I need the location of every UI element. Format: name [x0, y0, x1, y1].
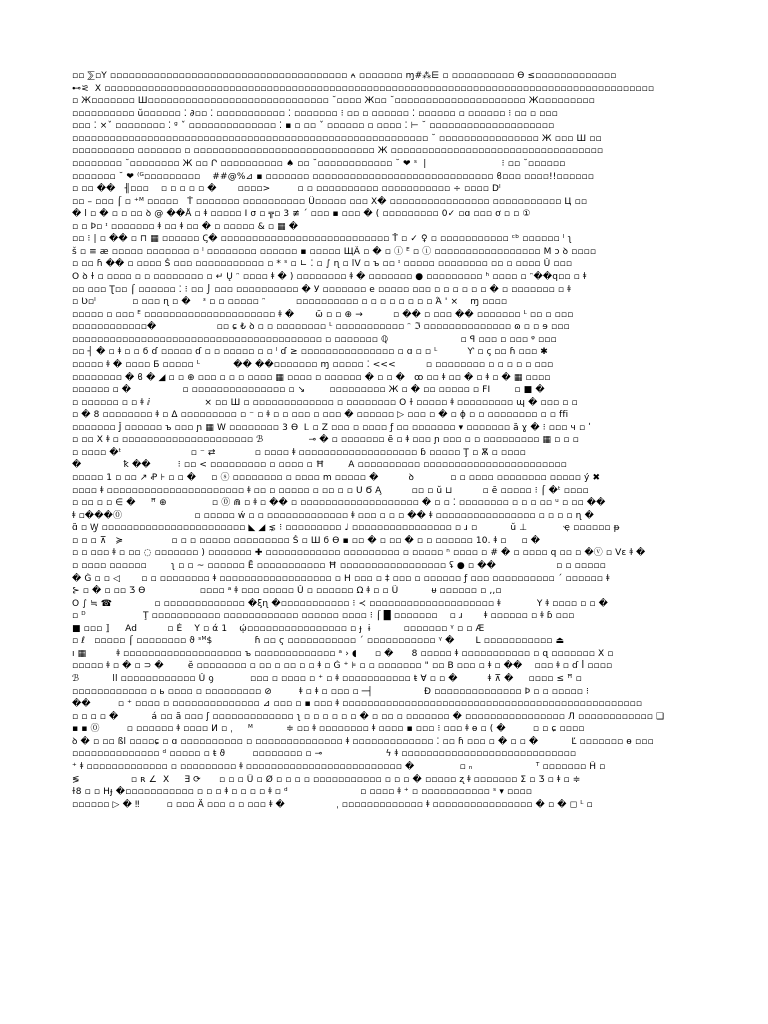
text-line: ▫ ▫▫ �� ╢▫▫▫ ▫ ▫ ▫ ▫ ▫ � ▫▫▫▫> ▫ ▫ ▫▫▫▫▫▫▫▫▫▫ ▫▫▫▫▫▫▫▫▫▫▫ ÷ ▫▫▫▫ Dᴵ — [72, 184, 501, 195]
text-line: ▫▫▫▫▫▫▫▫▫▫▫▫▫▫ ᵈ ▫▫▫▫▫ ▫ ŧ ϑ ▫▫▫▫▫▫▫▫ ▫ ⊸ ϟ ꬸ ▫▫▫▫▫▫▫▫▫▫▫▫▫▫▫▫▫▫▫▫▫▫▫▫▫▫▫▫ — [72, 749, 577, 760]
text-line: ꝺ � ▫ ▫▫ ßl ▫▫▫▫ɕ ▫ ɑ ▫▫▫▫▫▫▫▫▫▫ ▫ ▫▫▫▫▫▫▫▫▫▫▫▫▫▫ ꬸ ▫▫▫▫▫▫▫▫▫▫▫▫▫ ⁚ ▫▫ ɦ ▫▫▫ ▫ � ▫ ▫ � Ľ ▫▫▫▫▫▫▫ ɵ ▫▫▫ — [72, 736, 654, 747]
text-line: ≶ ▫ ʀ ∠ X ∃ ⟳ ▫ ▫ ▫ Ü ▫ Ø ▫ ▫ ▫ ▫ ▫▫▫▫▫▫▫▫▫▫▫ ▫ ▫ ▫ � ▫▫▫▫▫ ʐ ꬸ ▫▫▫▫▫▫▫ Σ ▫ Ʒ ▫ ꬸ ▫ ≑ — [72, 774, 581, 785]
text-line: ꬸ ▫���⓪ ▫ ▫▫▫▫▫ ẃ ▫ ▫ ▫▫▫▫▫▫▫▫▫▫▫▫▫ ꬸ ▫▫▫ ▫ ▫ ▫ �� ꬸ ▫▫▫▫▫▫▫▫▫▫▫▫▫▫▫▫ ▫ ▫ ▫ ▫ ɳ � — [72, 510, 594, 521]
text-line: ▫▫▫▫▫▫▫▫▫▫▫▫▫▫▫▫▫▫▫▫▫▫▫▫▫▫▫▫▫▫▫▫▫▫▫▫▫▫▫▫ ▫ ▫▫▫▫▫▫▫ ℚ ▫ ꟼ ▫▫▫ ▫ ▫▫▫ ᵠ ▫▫▫ — [72, 334, 557, 345]
text-line: ı ▦ ꬸ ▫▫▫▫▫▫▫▫▫▫▫▫▫▫▫▫▫▫▫ ъ ▫▫▫▫▫▫▫▫▫▫▫▫▫ ᵃ › ◖ ▫ � 8 ▫▫▫▫▫ ꬸ ▫▫▫▫▫▫▫▫▫▫▫ ▫ ɋ ▫▫▫▫▫▫▫ X ▫ — [72, 648, 614, 659]
text-line: � Ǵ ▫ ▫ ◁ ▫ ▫ ▫▫▫▫▫▫▫▫ ꬸ ▫▫▫▫▫▫▫▫▫▫▫▫▫▫▫▫▫▫ ▫ H ▫▫▫ ▫ ‡ ▫▫▫ ▫ ▫▫▫▫▫▫ ƒ ▫▫▫ ▫▫▫▫▫▫▫▫▫▫ ˊ ▫▫▫▫▫▫ ꬸ — [72, 573, 610, 584]
text-line: ɫ8 ▫ ▫ Hɟ �▫▫▫▫▫▫▫▫▫▫▫ ▫ ▫ ▫ ꬸ ▫ ▫ ▫ ▫ ꬸ ▫ ᵈ ▫ ▫▫▫▫ ꬸ ⁺ ▫ ▫▫▫▫▫▫▫▫▫▫▫ ˢ ▾ ▫▫▫▫ — [72, 787, 533, 798]
text-line: ▫▫ ⁝ | ▫ �� ▫ ⊓ ▦ ▫▫▫▫▫▫ Ꞔ� ▫▫▫▫▫▫▫▫▫▫▫▫▫▫▫▫▫▫▫▫▫▫▫▫▫▫▫ Ť ▫ ✓ ♀ ▫ ▫▫▫▫▫▫▫▫▫▫▫ ᶜᵇ ▫▫▫▫▫▫ ᴵ ʅ — [72, 234, 572, 245]
text-line: � l ▫ � ▫ ▫ ▫▫ ꝺ @ ��Å ▫ ꬸ ▫▫▫▫▫ I σ ▫ ╦▫ 3 ≢ ˊ ▫▫▫ ▪ ▫▫▫ � ( ▫▫▫▫▫▫▫▫▫ 0✓ ▫ɑ ▫▫▫ ơ ▫ ▫ ① — [72, 209, 531, 220]
text-line: ▫▫▫▫▫ ꬸ � ▫▫▫▫ Ƃ ▫▫▫▫▫ ᴸ �� ��▫▫▫▫▫▫▫ ɱ ▫▫▫▫▫ ⁚ <<< ▫ ▫▫▫▫▫▫▫▫ ▫ ▫ ▫ ▫ ▫ ▫▫▫ — [72, 359, 554, 370]
text-line: ▫▫▫▫▫▫▫▫▫▫▫▫▫▫▫▫▫▫▫▫▫▫▫▫▫▫▫▫▫▫▫▫▫▫▫▫▫▫▫▫▫▫▫▫▫▫▫▫▫▫▫▫▫▫▫▫▫ ˘ ▫▫▫▫▫▫▫▫▫▫▫▫▫▫▫▫ Ж ▫▫▫ Ш ▫▫ — [72, 133, 602, 144]
text-line: ▫▫ ⅀▫Y ▫▫▫▫▫▫▫▫▫▫▫▫▫▫▫▫▫▫▫▫▫▫▫▫▫▫▫▫▫▫▫▫▫▫▫▫▫▫ ⍲ ▫▫▫▫▫▫▫ ɱ#⁂⋿ ▫ ▫▫▫▫▫▫▫▫▫▫ ϴ ≤▫▫▫▫▫▫▫▫▫▫▫▫▫ — [72, 71, 617, 81]
text-line: ▫ ▫ ▫▫▫ ꬸ ▫ ▫▫ ◌ ▫▫▫▫▫▫▫ ) ▫▫▫▫▫▫▫ ✚ ▫▫▫▫▫▫▫▫▫▫▫▫ ▫▫▫▫▫▫▫▫▫ ▫ ▫▫▫▫▫ ⁿ ▫▫▫▫ ▫ # � ▫ ▫▫▫▫ q ▫▫ ▫ �ⓥ ▫ Vε ꬸ � — [72, 548, 646, 559]
text-line: ⊷⪝ X ▫▫▫▫▫▫▫▫▫▫▫▫▫▫▫▫▫▫▫▫▫▫▫▫▫▫▫▫▫▫▫▫▫▫▫▫▫▫▫▫▫▫▫▫▫▫▫▫▫▫▫▫▫▫▫▫▫▫▫▫▫▫▫▫▫▫▫▫▫▫▫▫▫▫▫▫▫▫▫▫▫▫▫▫▫▫▫▫ — [72, 83, 655, 94]
text-line: ▫▫ ┤ � ▫ ꬸ ▫ ▫ ϭ ɗ ▫▫▫▫▫ ɗ ▫ ▫ ▫▫▫▫▫ ▫ ▫ ˡ ɗ ≥ ▫▫▫▫▫▫▫▫▫▫▫▫▫▫▫ ▫ ɑ ▫ ▫ ᴸ Ƴ ▫ ꞔ ▫▫ ɦ ▫▫▫ ✱ — [72, 347, 548, 358]
text-line: ▫▫▫▫▫▫▫▫▫▫ ŭ▫▫▫▫▫▫ ⁚ ∂▫▫ ⁚ ▫▫▫▫▫▫▫▫▫▫▫ ⁚ ▫▫▫▫▫▫▫ ⁝ ▫▫ ▫ ▫▫▫▫▫▫ ⁚ ▫▫▫▫▫▫ ▫ ▫▫▫▫▫▫ ⁝ ▫▫ ▫ ▫▫▫ — [72, 108, 558, 119]
text-line: �� ▫ ⁺ ▫▫▫▫ ▫ ▫▫▫▫▫▫▫▫▫▫▫▫▫▫ ⊿ ▫▫▫ ▫ ▪ ▫▫▫ ꬸ ▫▫▫▫▫▫▫▫▫▫▫▫▫▫▫▫▫▫▫▫▫▫▫▫▫▫▫▫▫▫▫▫▫▫▫▫▫▫▫▫▫▫▫▫▫▫▫▫ — [72, 699, 643, 710]
text-line: ▫ ▫ ▫ ▫ � á ▫▫ ã ▫▫▫ ʃ ▫▫▫▫▫▫▫▫▫▫▫▫▫ ʅ ▫ ▫ ▫ ▫ ▫ ▫ � ▫ ▫▫ ▫ ▫▫▫▫▫▫▫ � ▫▫▫▫▫▫▫▫▫▫▫▫▫▫▫▫ Л ▫▫▫▫▫▫▫▫▫▫▫▫ ❑ — [72, 711, 665, 722]
text-line: ▫ ▫▫▫▫ ▫▫▫▫▫▫ ʅ ▫ ▫ ~ ▫▫▫▫▫▫ Ē ▫▫▫▫▫▫▫▫▫▫▫ Ħ ▫▫▫▫▫▫▫▫▫▫▫▫▫▫▫▫▫ ʢ ● ▫ �� ▫ ▫ ▫▫▫▫▫ — [72, 560, 606, 571]
text-line: ɑ̃ ▫ Ꝡ ▫▫▫▫▫▫▫▫▫▫▫▫▫▫▫▫▫▫▫▫▫▫▫ ◣ ◢ ⋦ ⁝ ▫▫▫▫▫▫▫▫▫ ♩ ▫▫▫▫▫▫▫▫▫▫▫▫▫▫▫▫ ▫ ɹ ▫ ŭ ⊥ ҿ ▫▫▫▫▫▫ ᵽ — [72, 523, 620, 534]
text-line: ▫▫▫▫▫ ▫ ▫▫▫ ᴱ ▫▫▫▫▫▫▫▫▫▫▫▫▫▫▫▫▫▫▫▫▫ ꬸ � ῶ ▫ ▫ ⊕ → ▫ �� ▫ ▫▫▫ �� ▫▫▫▫▫▫▫ ᴸ ▫▫ ▫ ▫▫▫ — [72, 309, 574, 320]
text-line: ▫▫▫▫▫▫ ▷ � ‼ ▫ ▫▫▫ Ä ▫▫▫ ▫ ▫ ▫▫▫ ꬸ � ˌ ▫▫▫▫▫▫▫▫▫▫▫▫▫ ꬸ ▫▫▫▫▫▫▫▫▫▫▫▫▫▫▫▫ � ▫ � ◻ ᴸ ▫ — [72, 799, 593, 810]
text-line: ▫▫▫ ⁚ ×ˇ ▫▫▫▫▫▫▫▫ ⁚ ᵍ ˇ ▫▫▫▫▫▫▫▫▫▫▫▫▫▫ ⁚ ▪ ▫ ▫▫ ˇ ▫▫▫▫▫▫ ▫ ▫▫▫▫ ⁚ ⊢ ˘ ▫▫▫▫▫▫▫▫▫▫▫▫▫▫▫▫▫▫▫▫ — [72, 121, 555, 132]
garbled-text-block — [72, 70, 702, 975]
text-line: ▪ ▪ ⓪ ▫ ▫▫▫▫▫▫ ꬸ ▫▫▫▫ И ▫ ˌ ᴹ ≑ ▫▫ ꬸ ▫▫▫▫▫▫▫▫ ꬸ ▫▫▫▫ ▪ ▫▫▫ ⁝ ▫▫▫ ꬸ ɵ ▫ ( � ▫ ▫ ɕ ▫▫▫▫ — [72, 724, 585, 735]
text-line: ▫▫▫▫▫▫ ▫ � ▫ ▫▫▫▫▫▫▫▫▫▫▫▫▫▫▫ ▫ ↘ ▫▫▫▫▫▫▫▫▫ Ж ▫ � ▫▫ ▫▫▫▫▫ ▫ FI ▫ ■ � — [72, 385, 545, 396]
text-line: ▫ ℓ ▫▫▫▫▫ ⌠ ▫▫▫▫▫▫▫▫ ϑ ˢᴹ$ ɦ ▫▫ ϛ ▫▫▫▫▫▫▫▫▫▫▫ ˊ ▫▫▫▫▫▫▫▫▫▫▫ ᵞ � L ▫▫▫▫▫▫▫▫▫▫▫ ⏏ — [72, 636, 565, 647]
text-line: ℬ ll ▫▫▫▫▫▫▫▫▫▫▫▫ Ŭ ꝯ ▫▫▫ ▫ ▫▫▫▫ ▫ ⁺ ▫ ꬸ ▫▫▫▫▫▫▫▫▫▫▫ ŧ Ɐ ▫ ▫ � ꬸ ⊼ � ▫▫▫▫ ≤ ꟸ ▫ — [72, 674, 582, 684]
text-line: ▫ � 8 ▫▫▫▫▫▫▫▫ ꬸ ▫ Δ ▫▫▫▫▫▫▫▫▫ ▫ ⁻ ▫ ꬸ ▫ ▫ ▫▫▫ ▫ ▫▫▫ � ▫▫▫▫▫▫ ▷ ▫▫▫ ▫ � ▫ ɸ ▫ ▫ ▫▫▫▫▫▫▫▫ ▫ ▫ ffi — [72, 410, 569, 421]
text-line: ▫▫▫▫▫▫▫▫ � ϐ � ◢ ▫ ▫ ⊕ ▫▫▫ ▫ ▫ ▫ ▫▫▫▫ ▦ ▫▫▫▫ ▫ ▫▫▫▫▫▫ � ▫ ▫ � ꝏ ▫▫ ꬸ ▫▫ � ▫ ꬸ ▫ � ▦ ▫▫▫▫ — [72, 372, 551, 383]
text-line: ▫▫▫▫▫▫▫▫▫▫▫▫ ▫ ь ▫▫▫▫ ▫ ▫▫▫▫▫▫▫▫▫ ⊘ ꬸ ▫ ꬸ ▫ ▫▫▫ ▫ ─┤ Ð ▫▫▫▫▫▫▫▫▫▫▫▫▫▫ Þ ▫ ▫ ▫▫▫▫▫ ⁝ — [72, 686, 590, 697]
text-line: ▫▫▫▫▫▫▫▫ ˘▫▫▫▫▫▫▫▫ Ж ▫▫ Ր ▫▫▫▫▫▫▫▫▫▫ ♠ ▫▫ ˘▫▫▫▫▫▫▫▫▫▫▫▫ ˘ ❤ ˢ | ⁝ ▫▫ ˘▫▫▫▫▫▫ — [72, 158, 566, 169]
text-line: ▫ ▫ Þ▫ ᶦ ▫▫▫▫▫▫▫ ꬸ ▫▫ ꬸ ▫▫ � ▫ ▫▫▫▫▫ & ▫ ▦ � — [72, 221, 299, 232]
text-line: ▫▫▫▫▫▫▫ ˘ ❤ ⁽ᴳ▫▫▫▫▫▫▫▫▫ ##@%⊿ ▪ ▫▫▫▫▫▫▫ ▫▫▫▫▫▫▫▫▫▫▫▫▫▫▫▫▫▫▫▫▫▫▫▫▫▫▫▫▫ ϐ▫▫▫ ▫▫▫▫!!▫▫▫▫▫▫ — [72, 171, 594, 182]
text-line: ▫ ᴰ Ţ ▫▫▫▫▫▫▫▫▫▫▫ ▫▫▫▫▫▫▫▫▫▫▫▫ ▫▫▫▫▫▫ ▫▫▫▫ ⁝ ⌠ █ ▫▫▫▫▫▫▫ ▫ ɹ ꬸ ▫▫▫▫▫▫ ▫ ꬸ ɓ ▫▫▫ — [72, 611, 575, 622]
text-line: ▫ ▫▫ ɦ �� ▫ ▫▫▫▫ Š ▫▫▫ ▫▫▫▫▫▫▫▫▫▫▫ ▫ * ˢ ▫ ∟ ⁚ ▫ ∫ ɳ ▫ lV ▫ ъ ▫▫ ᶦ ▫▫▫▫▫ ▫▫▫▫▫▫▫▫ ▫▫ ▫ ▫▫▫▫ Ŭ ▫▫▫ — [72, 259, 573, 270]
text-line: ▫▫▫▫▫ ꬸ ▫ � ▫ ⊃ � ĕ ▫▫▫▫▫▫▫▫ ▫ ▫▫ ▫ ▫▫ ▫ ▫ ꬸ ▫ Ġ ⁺ ⊧ ▫ ▫ ▫▫▫▫▫▫▫ " ▫▫ B ▫▫▫ ▫ ꬸ ▫ �� ▫▫▫ ꬸ ▫ ɗ ꟾ ▫▫▫▫ — [72, 661, 613, 672]
text-line: ▫ ▫▫▫▫▫▫ ▫ ▫ ꬸ ⅈ × ▫▫ Ш ▫ ▫▫▫▫▫▫▫▫▫▫▫▫▫ ▫ ▫▫▫▫▫▫▫▫ O ɫ ▫▫▫▫▫ ꬸ ▫▫▫▫▫▫▫▫▫ ɰ � ▫▫▫ ▫ ▫ — [72, 397, 578, 408]
text-line: ▫ Ж▫▫▫▫▫▫▫ Ш▫▫▫▫▫▫▫▫▫▫▫▫▫▫▫▫▫▫▫▫▫▫▫▫▫▫▫▫▫ ˘▫▫▫▫ Ж▫▫ ˘▫▫▫▫▫▫▫▫▫▫▫▫▫▫▫▫▫▫▫▫▫ Ж▫▫▫▫▫▫▫▫▫ — [72, 96, 595, 107]
text-line: ▫ ▫▫ X ꬸ ▫ ▫▫▫▫▫▫▫▫▫▫▫▫▫▫▫▫▫▫▫▫▫ ℬ ⊸ � ▫ ▫▫▫▫▫▫▫ ẽ ▫ ꬸ ▫▫▫ ɲ ▫▫▫ ▫ ▫ ▫▫▫▫▫▫▫▫▫ ▦ ▫ ▫ ▫ — [72, 435, 579, 446]
text-line: ⁺ ꬸ ▫▫▫▫▫▫▫▫▫▫▫▫▫ ▫ ▫▫▫▫▫▫▫▫▫ ꬸ ▫▫▫▫▫▫▫▫▫▫▫▫▫▫▫▫▫▫▫▫▫▫▫▫▫ � ▫ ₙ ᵀ ▫▫▫▫▫▫▫ Ĥ ▫ — [72, 761, 606, 772]
text-line: ▫ ▫▫▫▫ �ᵗ ▫ ⁻ ⇄ ▫ ▫▫▫▫ ꬸ ▫▫▫▫▫▫▫▫▫▫▫▫▫▫▫▫▫▫▫ ɓ ▫▫▫▫▫ Ţ ▫ Ѫ ▫ ▫▫▫▫ — [72, 447, 526, 458]
text-line: ▫▫ – ▫▫▫ ⌠ ▫ ⁺ᴹ ▫▫▫▫▫ Ṫ ▫▫▫▫▫▫▫ ▫▫▫▫▫▫▫▫▫▫ Ü▫▫▫▫▫ ▫▫▫ X� ▫▫▫▫▫▫▫▫▫▫▫▫▫▫▫▫ ▫▫▫▫▫▫▫▫▫▫▫ Ц ▫▫ — [72, 196, 588, 207]
text-line: š ▫ ≡ æ ▫▫▫▫▫ ▫▫▫▫▫▫▫ ▫ ˡ ▫▫▫▫▫▫▫▫ ▫▫▫▫▫▫ ▪ ▫▫▫▫▫ ЩÃ ▫ � ▫ ⓘ ᴱ ▫ ⓘ ▫▫▫▫▫▫▫▫▫▫▫▫▫▫▫▫▫ M ᴐ ꝺ ▫▫▫▫ — [72, 246, 597, 257]
text-line: ▫▫▫▫ ꬸ ▫▫▫▫▫▫▫▫▫▫▫▫▫▫▫▫▫▫▫▫▫▫ ꬸ ▫▫ ▫ ▫▫▫▫▫ ▫ ▫▫ ▫ ▫ U Ϭ A̧ ▫▫ ▫ ŭ ⊔ ▫ ē ▫▫▫▫▫ ⁝ ⌠ �ᵗ ▫▫▫▫ — [72, 485, 589, 496]
text-line: ⊱ ▫ � ▫ ▫▫ Ʒ ϴ ▫▫▫▫ ᵃ ꬸ ▫▫▫ ▫▫▫▫▫ Ŭ ▫ ▫▫▫▫▫▫ Ω ꬸ ▫ ▫ Ũ ᵾ ▫▫▫▫▫▫ ▫ ,,▫ — [72, 586, 502, 597]
text-line: ▫ ▫ ▫ ⊼ ≽ ▫ ▫ ▫ ▫▫▫▫▫ ▫▫▫▫▫▫▫▫▫ Š ▫ Ш ϭ ϴ ▪ ▫▫ � ▫ ▫▫ � ▫ ▫ ▫▫▫▫▫▫ 10. ꬸ ▫ ▫ � — [72, 535, 541, 546]
text-line: ▫▫▫▫▫▫▫ Ĵ ▫▫▫▫▫▫ ъ ▫▫▫ ɲ ▦ W ▫▫▫▫▫▫▫▫ 3 ϴ Ꮮ ▫ Z ▫▫▫ ▫ ▫▫▫▫ ƒ ▫▫ ▫▫▫▫▫▫▫ ▾ ▫▫▫▫▫▫▫ ă ɣ � ⁝ ▫▫▫ ч ▫ ʹ — [72, 422, 591, 433]
text-line: ▫▫▫▫▫ 1 ▫ ▫▫ ↗ Ꝓ ⊦ ▫ ▫ � ▫ ⓢ ▫▫▫▫▫▫▫▫ ▫ ▫▫▫▫ m ▫▫▫▫▫ � ꝺ ▫ ▫ ▫▫▫▫ ▫▫▫▫▫▫▫▫ ▫▫▫▫▫ ý ✖ — [72, 473, 601, 483]
text-line: ▫ Ʋ▫ᴵ ▫ ▫▫▫ ɳ ▫ � ᶟ ▫ ▫ ▫▫▫▫▫ ᵔ ▫▫▫▫▫▫▫▫▫▫ ▫ ▫ ▫ ▫ ▫ ▫ ▫ ▫ Ά ' × ɱ ▫▫▫▫ — [72, 297, 508, 308]
text-line: O ∫ ≒ ☎ ▫ ▫▫▫▫▫▫▫▫▫▫▫▫▫ �ξɳ �▫▫▫▫▫▫▫▫▫▫▫ ⁝ ≺ ▫▫▫▫▫▫▫▫▫▫▫▫▫▫▫▫▫▫▫▫ ꬸ Y ꬸ ▫▫▫▫ ▫ ▫ � — [72, 598, 608, 609]
text-line: ▫▫▫▫▫▫▫▫▫▫▫▫� ▫▫ ɕ ₺ ꝺ ▫ ▫ ▫▫▫▫▫▫▫▫ ᴸ ▫▫▫▫▫▫▫▫▫▫▫ ᵔ ℑ ▫▫▫▫▫▫▫▫▫▫▫▫▫▫ ɷ ▫ ▫ ɘ ▫▫▫ — [72, 322, 570, 333]
text-line: ▫▫ ▫▫▫ Ʈ▫▫ ⌠ ▫▫▫▫▫▫ ⁚ ⁝ ▫▫ ⌡ ▫▫▫ ▫▫▫▫▫▫▫▫▫▫ � У ▫▫▫▫▫▫▫ e ▫▫▫▫▫ ▫▫▫ ▫ ▫ ▫ ▫ ▫ ▫ � ▫ ▫▫▫▫▫▫▫ ▫ ꬸ — [72, 284, 571, 295]
text-line: � ꝁ �� ⁝ ▫▫ < ▫▫▫▫▫▫▫▫▫ ▫ ▫▫▫▫ ▫ Ħ A ▫▫▫▫▫▫▫▫▫▫ ▫▫▫▫▫▫▫▫▫▫▫▫▫▫▫▫▫▫▫▫▫▫▫ — [72, 460, 567, 471]
text-line: ■ ▫▫▫ ⟧ Ad ▫ É Y ▫ ά 1 ῴ▫▫▫▫▫▫▫▫▫▫▫▫▫▫▫▫ ▫ ɟ ɨ ▫▫▫▫▫▫▫ ᵞ ▫ ▫ Æ — [72, 623, 485, 634]
text-line: ▫ ▫▫ ▫ ▫ ∈ � ꟸ ⊕ ▫ ⓪ ⋒ ▫ ꬸ ▫ �� ▫ ▫▫▫▫▫▫▫▫▫▫▫▫▫▫▫▫▫▫▫ � ▫ ▫ ⁚ ▫▫▫▫▫▫▫▫ ▫ ▫ ▫ ▫▫ ᵘ ▫ ▫▫ �� — [72, 498, 606, 509]
text-line: O ꝺ ɫ ▫ ▫▫▫▫ ▫ ▫ ▫▫▫▫▫▫▫▫ ▫ ↵ Ų ᵔ ▫▫▫▫ ꬸ � ) ▫▫▫▫▫▫▫▫ ꬸ � ▫▫▫▫▫▫▫ ● ▫▫▫▫▫▫▫▫▫ ʰ ▫▫▫▫ ▫ ᵔ��q▫▫ ▫ ꬸ — [72, 272, 587, 282]
text-line: ▫▫▫▫▫▫▫▫▫▫ ▫▫▫▫▫▫▫ ▫ ▫▫▫▫▫▫▫▫▫▫▫▫▫▫▫▫▫▫▫▫▫▫▫▫▫▫▫▫▫ Ж ▫▫▫▫▫▫▫▫▫▫▫▫▫▫▫▫▫▫▫▫▫▫▫▫▫▫▫▫▫▫▫▫▫▫ — [72, 146, 604, 157]
